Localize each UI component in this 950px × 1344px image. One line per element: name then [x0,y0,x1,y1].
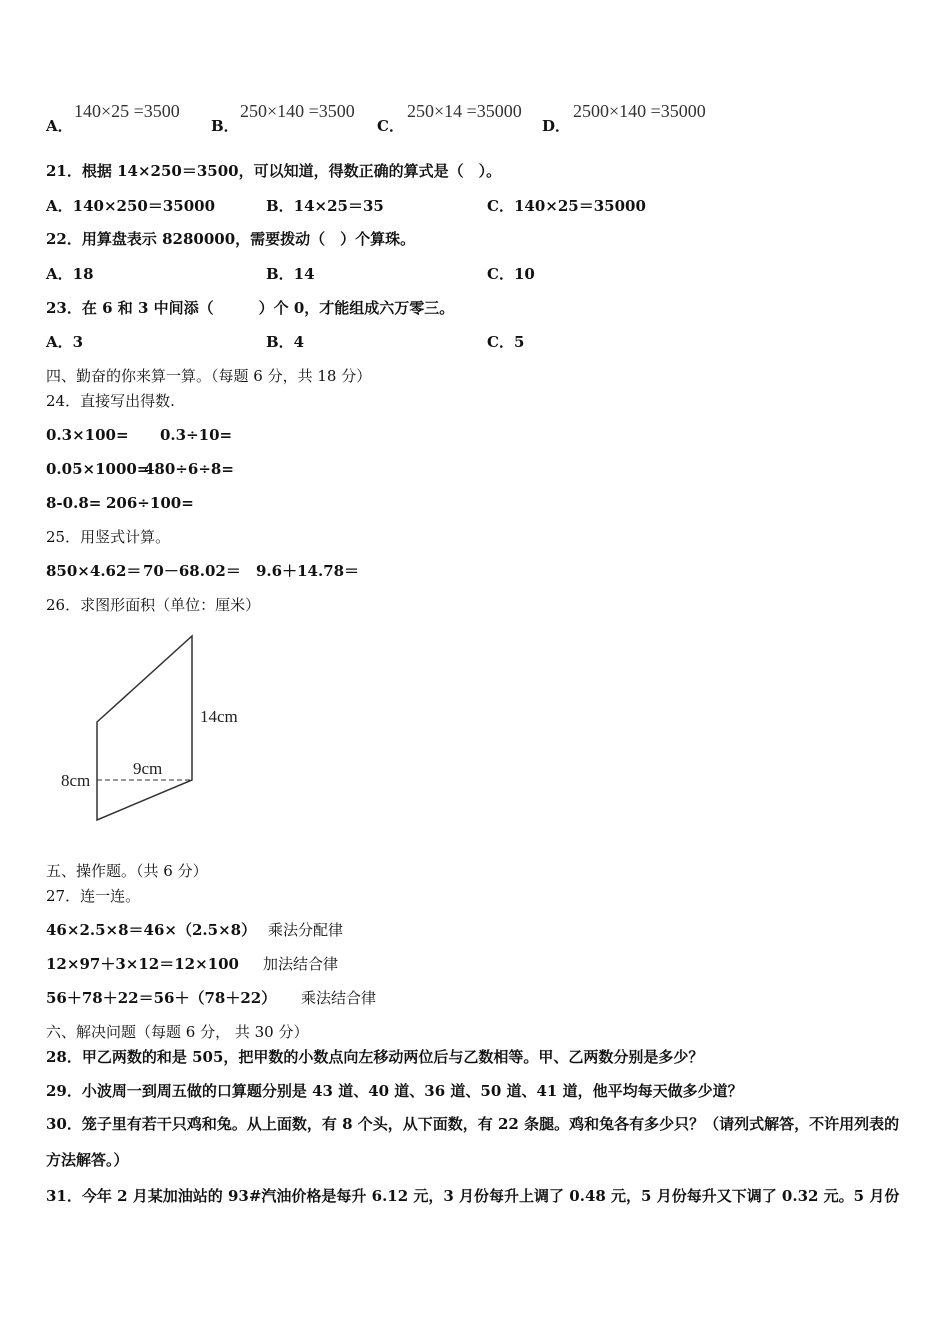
q25-item: 70－68.02＝ [143,562,241,580]
section-5-heading: 五、操作题。（共 6 分） [46,862,208,880]
q20-option-a-label: A． [46,117,73,135]
q29-question: 29．小波周一到周五做的口算题分别是 43 道、40 道、36 道、50 道、41 道，他平均每天做多少道？ [46,1082,743,1100]
q27-law: 乘法结合律 [301,989,377,1007]
q26-title: 26．求图形面积（单位：厘米） [46,596,261,614]
q21-option-b: B．14×25＝35 [266,197,384,215]
q22-question: 22．用算盘表示 8280000，需要拨动（ ）个算珠。 [46,230,416,248]
q31-question: 31．今年 2 月某加油站的 93#汽油价格是每升 6.12 元，3 月份每升上调了 0.48 元，5 月份每升又下调了 0.32 元。5 月份 [46,1187,900,1205]
q27-law: 加法结合律 [263,955,339,973]
q21-option-a: A．140×250＝35000 [46,197,216,215]
q23-option-a: A．3 [46,333,84,351]
q23-option-b: B．4 [266,333,305,351]
q23-option-c: C．5 [487,333,525,351]
q30-question: 30．笼子里有若干只鸡和兔。从上面数，有 8 个头，从下面数，有 22 条腿。鸡和兔各有多少只？（请列式解答，不许用列表的方法解答。） [46,1115,900,1169]
q23-question: 23．在 6 和 3 中间添（ ）个 0，才能组成六万零三。 [46,299,455,317]
q22-option-b: B．14 [266,265,315,283]
q27-law: 乘法分配律 [268,921,344,939]
q20-option-a-formula: 140×25 =3500 [74,101,180,121]
label-14cm: 14cm [200,707,238,726]
q24-item: 8-0.8= [46,494,102,512]
q22-option-a: A．18 [46,265,94,283]
q28-question: 28．甲乙两数的和是 505，把甲数的小数点向左移动两位后与乙数相等。甲、乙两数分别是多少？ [46,1048,704,1066]
q20-option-d-label: D． [542,117,571,135]
q24-item: 480÷6÷8= [144,460,234,478]
q20-option-d-formula: 2500×140 =35000 [573,101,706,121]
trapezoid-figure [55,628,255,828]
q22-option-c: C．10 [487,265,535,283]
label-8cm: 8cm [61,771,91,790]
q25-item: 850×4.62＝ [46,562,142,580]
q27-expression: 56＋78＋22＝56＋（78＋22） [46,989,277,1007]
q27-expression: 46×2.5×8＝46×（2.5×8） [46,921,257,939]
q20-option-b-label: B． [211,117,239,135]
q21-option-c: C．140×25＝35000 [487,197,646,215]
q27-title: 27．连一连。 [46,887,141,905]
q24-item: 0.3×100= [46,426,129,444]
q25-item: 9.6＋14.78＝ [256,562,360,580]
section-4-heading: 四、勤奋的你来算一算。（每题 6 分，共 18 分） [46,367,372,385]
q27-expression: 12×97＋3×12＝12×100 [46,955,239,973]
q20-option-c-formula: 250×14 =35000 [407,101,522,121]
q24-item: 0.05×1000= [46,460,150,478]
q21-question: 21．根据 14×250＝3500，可以知道，得数正确的算式是（ ）。 [46,162,502,180]
q24-item: 206÷100= [106,494,194,512]
q20-option-b-formula: 250×140 =3500 [240,101,355,121]
trapezoid-shape [97,636,192,820]
section-6-heading: 六、解决问题（每题 6 分， 共 30 分） [46,1023,309,1041]
q25-title: 25．用竖式计算。 [46,528,171,546]
q24-title: 24．直接写出得数. [46,392,175,410]
q24-item: 0.3÷10= [160,426,233,444]
q20-option-c-label: C． [377,117,404,135]
label-9cm: 9cm [133,759,163,778]
